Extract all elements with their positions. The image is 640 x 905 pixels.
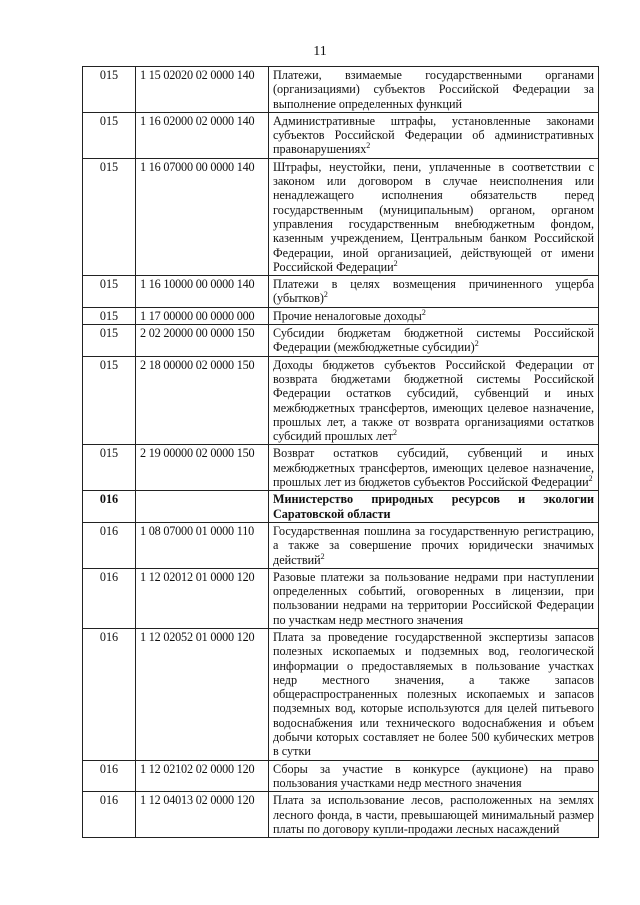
budget-classification-code-cell: 1 12 02052 01 0000 120 xyxy=(136,628,269,760)
page-number: 11 xyxy=(313,44,327,59)
budget-classification-code-cell: 2 18 00000 02 0000 150 xyxy=(136,356,269,445)
admin-code-cell: 016 xyxy=(83,628,136,760)
budget-classification-code-cell: 1 12 02102 02 0000 120 xyxy=(136,760,269,792)
footnote-marker: 2 xyxy=(393,258,398,268)
admin-code-cell: 016 xyxy=(83,568,136,628)
revenue-name-text: Прочие неналоговые доходы xyxy=(273,308,422,323)
table-row-ministry-header xyxy=(83,491,599,523)
footnote-marker: 2 xyxy=(474,339,479,349)
revenue-name-text: Платежи в целях возмещения причиненного ущерба (убытков) xyxy=(273,277,594,306)
revenue-name-cell xyxy=(269,158,599,275)
revenue-name-text: Плата за использование лесов, расположенных на землях лесного фонда, в части, превышающей минимальный размер платы по договору купли-продажи лесных насаждений xyxy=(273,793,594,836)
footnote-marker: 2 xyxy=(588,474,593,484)
budget-classification-code-cell: 1 15 02020 02 0000 140 xyxy=(136,67,269,113)
revenue-name-cell xyxy=(269,445,599,491)
budget-classification-code-cell: 1 16 02000 02 0000 140 xyxy=(136,112,269,158)
admin-code-cell: 015 xyxy=(83,112,136,158)
admin-code-cell: 015 xyxy=(83,356,136,445)
admin-code-cell: 015 xyxy=(83,158,136,275)
revenue-name-cell xyxy=(269,307,599,324)
table-body xyxy=(83,67,599,838)
footnote-marker: 2 xyxy=(320,551,325,561)
revenue-name-cell xyxy=(269,67,599,113)
admin-code-cell: 015 xyxy=(83,325,136,357)
table-row xyxy=(83,792,599,838)
revenue-name-cell xyxy=(269,792,599,838)
revenue-name-text: Доходы бюджетов субъектов Российской Федерации от возврата бюджетами бюджетной системы Российской Федерации остатков субсидий, субвенций и иных межбюджетных трансфертов, имеющих целевое назначение, прошлых лет, а также от возврата организациями остатков субсидий прошлых лет xyxy=(273,357,594,444)
revenue-name-text: Административные штрафы, установленные законами субъектов Российской Федерации об административных правонарушениях xyxy=(273,113,594,157)
table-row xyxy=(83,445,599,491)
table-row xyxy=(83,307,599,324)
admin-code-cell: 015 xyxy=(83,67,136,113)
revenue-name-cell xyxy=(269,522,599,568)
revenue-name-cell xyxy=(269,325,599,357)
budget-classification-code-cell xyxy=(136,491,269,523)
budget-classification-code-cell: 1 12 04013 02 0000 120 xyxy=(136,792,269,838)
revenue-name-text: Возврат остатков субсидий, субвенций и иных межбюджетных трансфертов, имеющих целевое назначение, прошлых лет из бюджетов субъектов Российской Федерации xyxy=(273,446,594,490)
table-row xyxy=(83,158,599,275)
revenue-name-cell xyxy=(269,628,599,760)
admin-code-cell: 016 xyxy=(83,491,136,523)
revenue-name-cell xyxy=(269,276,599,308)
table-row xyxy=(83,760,599,792)
budget-classification-code-cell: 2 19 00000 02 0000 150 xyxy=(136,445,269,491)
table-row xyxy=(83,356,599,445)
table-row xyxy=(83,325,599,357)
revenue-name-cell xyxy=(269,760,599,792)
revenue-name-text: Министерство природных ресурсов и экологии Саратовской области xyxy=(273,492,594,521)
budget-classification-code-cell: 1 12 02012 01 0000 120 xyxy=(136,568,269,628)
table-row xyxy=(83,522,599,568)
table-row xyxy=(83,112,599,158)
admin-code-cell: 015 xyxy=(83,307,136,324)
budget-classification-code-cell: 1 17 00000 00 0000 000 xyxy=(136,307,269,324)
revenue-name-text: Платежи, взимаемые государственными органами (организациями) субъектов Российской Федерации за выполнение определенных функций xyxy=(273,68,594,111)
footnote-marker: 2 xyxy=(421,307,426,317)
admin-code-cell: 015 xyxy=(83,276,136,308)
table-row xyxy=(83,67,599,113)
revenue-name-text: Штрафы, неустойки, пени, уплаченные в соответствии с законом или договором в случае неисполнения или ненадлежащего исполнения обязательств перед государственным (муниципальным) органом, органом управления государственным внебюджетным фондом, казенным учреждением, Центральным банком Российской Федерации, иной организацией, действующей от имени Российской Федерации xyxy=(273,159,594,274)
admin-code-cell: 016 xyxy=(83,792,136,838)
revenue-name-cell xyxy=(269,112,599,158)
revenue-codes-table xyxy=(82,66,599,838)
budget-classification-code-cell: 2 02 20000 00 0000 150 xyxy=(136,325,269,357)
revenue-name-text: Государственная пошлина за государственную регистрацию, а также за совершение прочих юридически значимых действий xyxy=(273,523,594,567)
footnote-marker: 2 xyxy=(366,141,371,151)
admin-code-cell: 016 xyxy=(83,522,136,568)
admin-code-cell: 016 xyxy=(83,760,136,792)
budget-classification-code-cell: 1 16 07000 00 0000 140 xyxy=(136,158,269,275)
footnote-marker: 2 xyxy=(323,290,328,300)
budget-classification-code-cell: 1 16 10000 00 0000 140 xyxy=(136,276,269,308)
table-row xyxy=(83,568,599,628)
revenue-name-text: Разовые платежи за пользование недрами при наступлении определенных событий, оговоренных в лицензии, при пользовании недрами на территории Российской Федерации по участкам недр местного значения xyxy=(273,569,594,627)
footnote-marker: 2 xyxy=(392,428,397,438)
admin-code-cell: 015 xyxy=(83,445,136,491)
budget-classification-code-cell: 1 08 07000 01 0000 110 xyxy=(136,522,269,568)
revenue-name-text: Плата за проведение государственной экспертизы запасов полезных ископаемых и подземных вод, геологической информации о предоставляемых в пользование участках недр местного значения, а также запасов общераспространенных полезных ископаемых и запасов подземных вод, которые используются для целей питьевого водоснабжения или технического водоснабжения и объем добычи которых составляет не более 500 кубических метров в сутки xyxy=(273,629,594,759)
table-row xyxy=(83,276,599,308)
revenue-name-text: Сборы за участие в конкурсе (аукционе) на право пользования участками недр местного значения xyxy=(273,761,594,790)
revenue-name-cell xyxy=(269,568,599,628)
revenue-name-cell xyxy=(269,356,599,445)
revenue-name-cell xyxy=(269,491,599,523)
table-row xyxy=(83,628,599,760)
revenue-name-text: Субсидии бюджетам бюджетной системы Российской Федерации (межбюджетные субсидии) xyxy=(273,326,594,355)
